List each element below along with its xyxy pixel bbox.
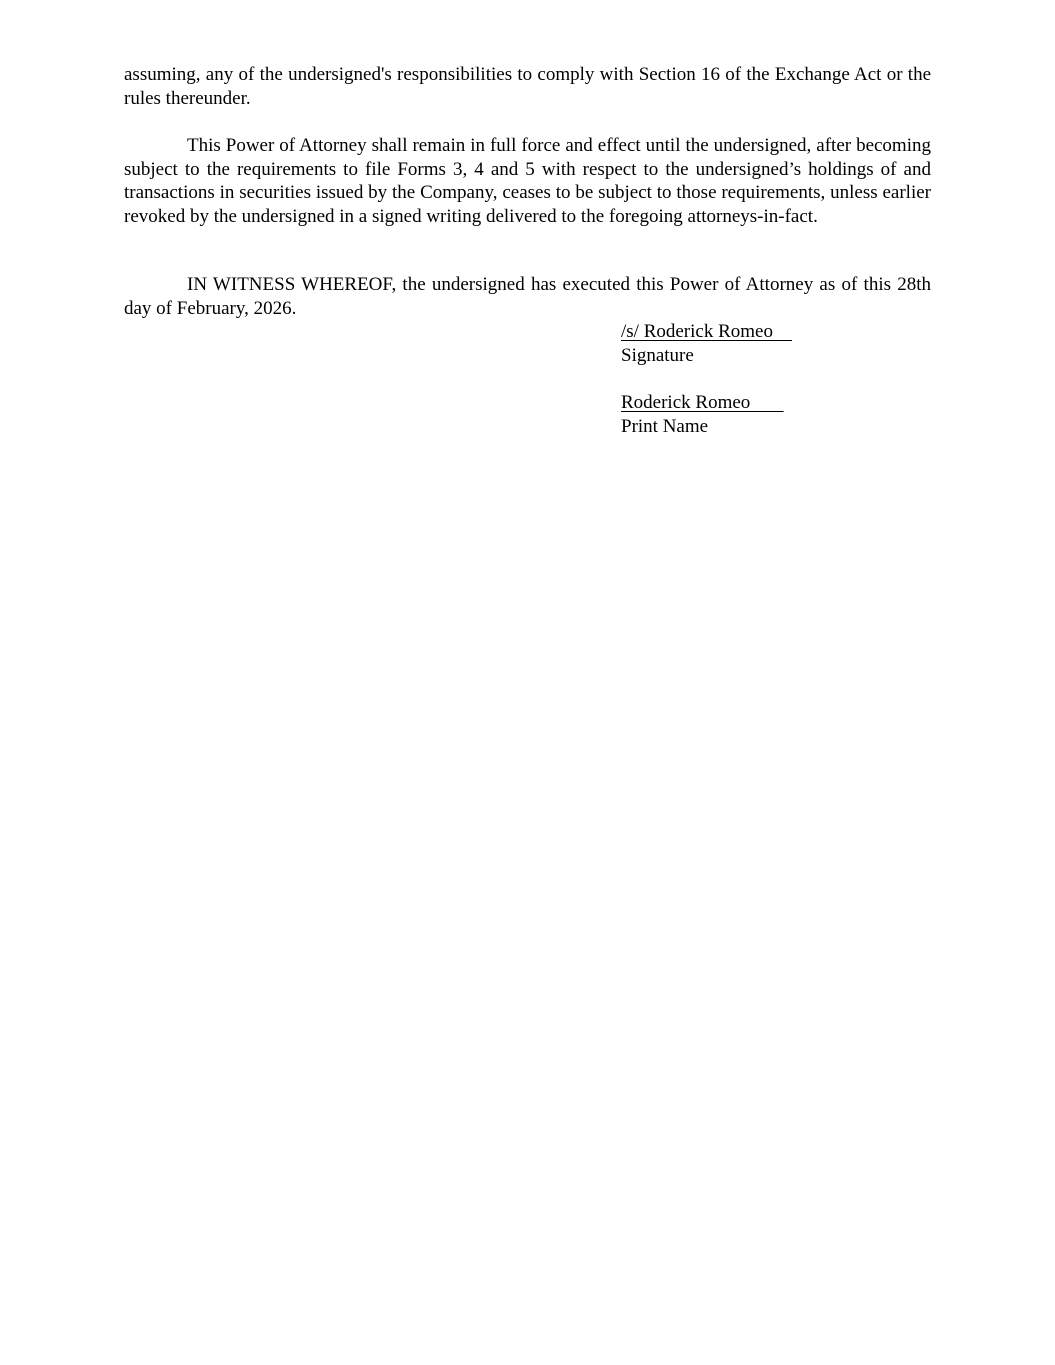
paragraph-witness: IN WITNESS WHEREOF, the undersigned has executed this Power of Attorney as of this 28th day of February, 2026. — [124, 274, 931, 319]
print-name-block — [621, 391, 881, 438]
paragraph-duration: This Power of Attorney shall remain in full force and effect until the undersigned, after becoming subject to the requirements to file Forms 3, 4 and 5 with respect to the undersigned’s holdings of and transactions in securities issued by the Company, ceases to be subject to those requirements, unless earlier revoked by the undersigned in a signed writing delivered to the foregoing attorneys-in-fact. — [124, 135, 931, 227]
signature-block — [621, 320, 881, 367]
paragraph-continuation: assuming, any of the undersigned's responsibilities to comply with Section 16 of the Exchange Act or the rules thereunder. — [124, 64, 931, 109]
print-name-caption: Print Name — [621, 415, 709, 437]
signature-caption: Signature — [621, 344, 694, 366]
print-name-value: Roderick Romeo — [621, 392, 784, 413]
signature-value: /s/ Roderick Romeo — [621, 321, 792, 342]
